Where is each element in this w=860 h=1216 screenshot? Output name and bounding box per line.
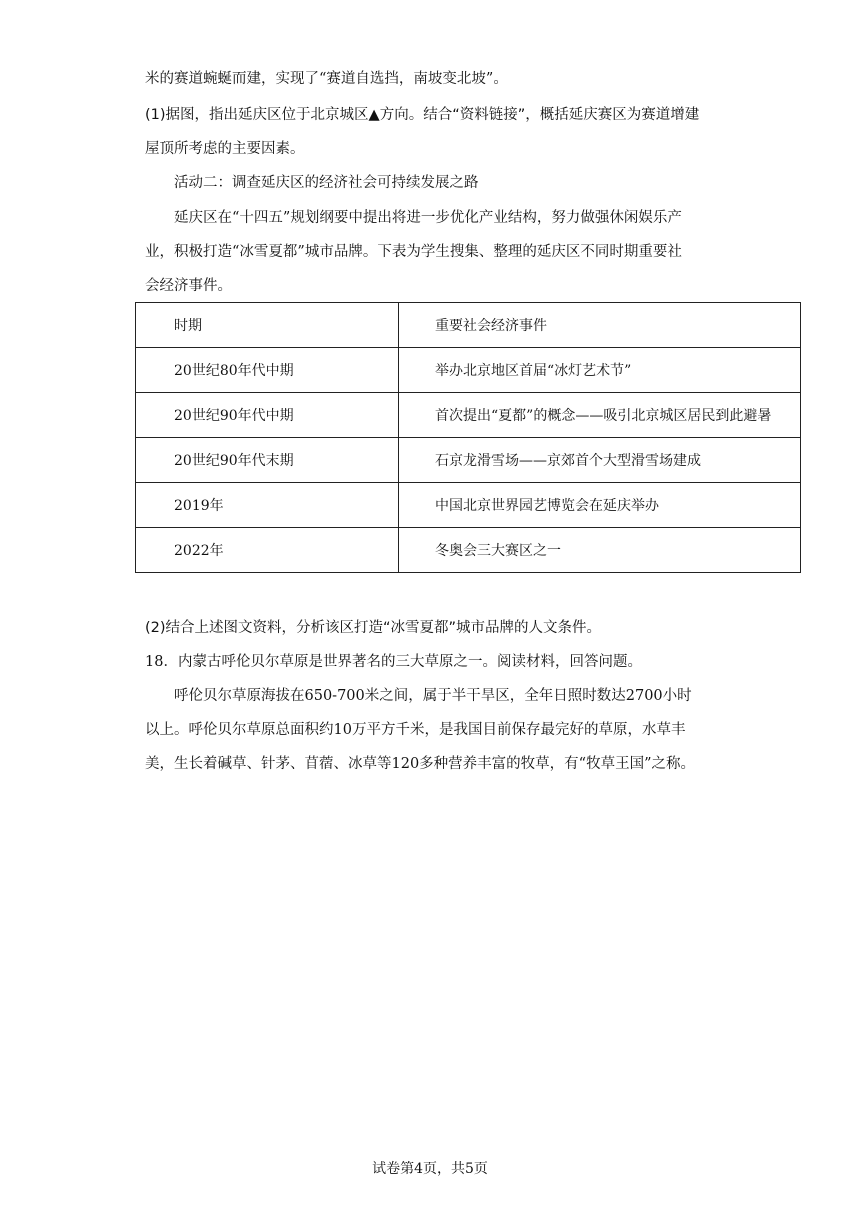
table-row xyxy=(136,348,801,393)
table-header-row xyxy=(136,303,801,348)
question-1-line: 屋顶所考虑的主要因素。 xyxy=(145,141,305,157)
table-cell-event: 首次提出“夏都”的概念——吸引北京城区居民到此避暑 xyxy=(399,393,801,438)
question-18: 18．内蒙古呼伦贝尔草原是世界著名的三大草原之一。阅读材料，回答问题。 xyxy=(145,654,642,670)
table-row xyxy=(136,483,801,528)
table-cell-period: 20世纪90年代中期 xyxy=(136,393,399,438)
table-header-cell: 时期 xyxy=(136,303,399,348)
paragraph-line: 米的赛道蜿蜒而建，实现了“赛道自选挡，南坡变北坡”。 xyxy=(145,71,508,87)
table-header-cell: 重要社会经济事件 xyxy=(399,303,801,348)
intro-paragraph-line: 延庆区在“十四五”规划纲要中提出将进一步优化产业结构，努力做强休闲娱乐产 xyxy=(174,210,682,226)
table-cell-period: 20世纪90年代末期 xyxy=(136,438,399,483)
material-paragraph-line: 呼伦贝尔草原海拔在650-700米之间，属于半干旱区，全年日照时数达2700小时 xyxy=(174,688,692,704)
table-cell-event: 中国北京世界园艺博览会在延庆举办 xyxy=(399,483,801,528)
table-row xyxy=(136,528,801,573)
intro-paragraph-line: 会经济事件。 xyxy=(145,278,232,294)
activity-2-title: 活动二：调查延庆区的经济社会可持续发展之路 xyxy=(174,175,479,191)
material-paragraph-line: 以上。呼伦贝尔草原总面积约10万平方千米，是我国目前保存最完好的草原，水草丰 xyxy=(145,722,686,738)
table-cell-period: 2022年 xyxy=(136,528,399,573)
table-cell-event: 冬奥会三大赛区之一 xyxy=(399,528,801,573)
table-cell-event: 石京龙滑雪场——京郊首个大型滑雪场建成 xyxy=(399,438,801,483)
page-footer: 试卷第4页，共5页 xyxy=(372,1161,488,1177)
material-paragraph-line: 美，生长着碱草、针茅、苜蓿、冰草等120多种营养丰富的牧草，有“牧草王国”之称。 xyxy=(145,756,695,772)
table-cell-period: 2019年 xyxy=(136,483,399,528)
events-table xyxy=(135,302,801,573)
table-cell-event: 举办北京地区首届“冰灯艺术节” xyxy=(399,348,801,393)
intro-paragraph-line: 业，积极打造“冰雪夏都”城市品牌。下表为学生搜集、整理的延庆区不同时期重要社 xyxy=(145,244,682,260)
table-row xyxy=(136,438,801,483)
question-1-line: (1)据图，指出延庆区位于北京城区▲方向。结合“资料链接”，概括延庆赛区为赛道增建 xyxy=(145,107,700,123)
question-2: (2)结合上述图文资料，分析该区打造“冰雪夏都”城市品牌的人文条件。 xyxy=(145,620,602,636)
table-cell-period: 20世纪80年代中期 xyxy=(136,348,399,393)
table-row xyxy=(136,393,801,438)
